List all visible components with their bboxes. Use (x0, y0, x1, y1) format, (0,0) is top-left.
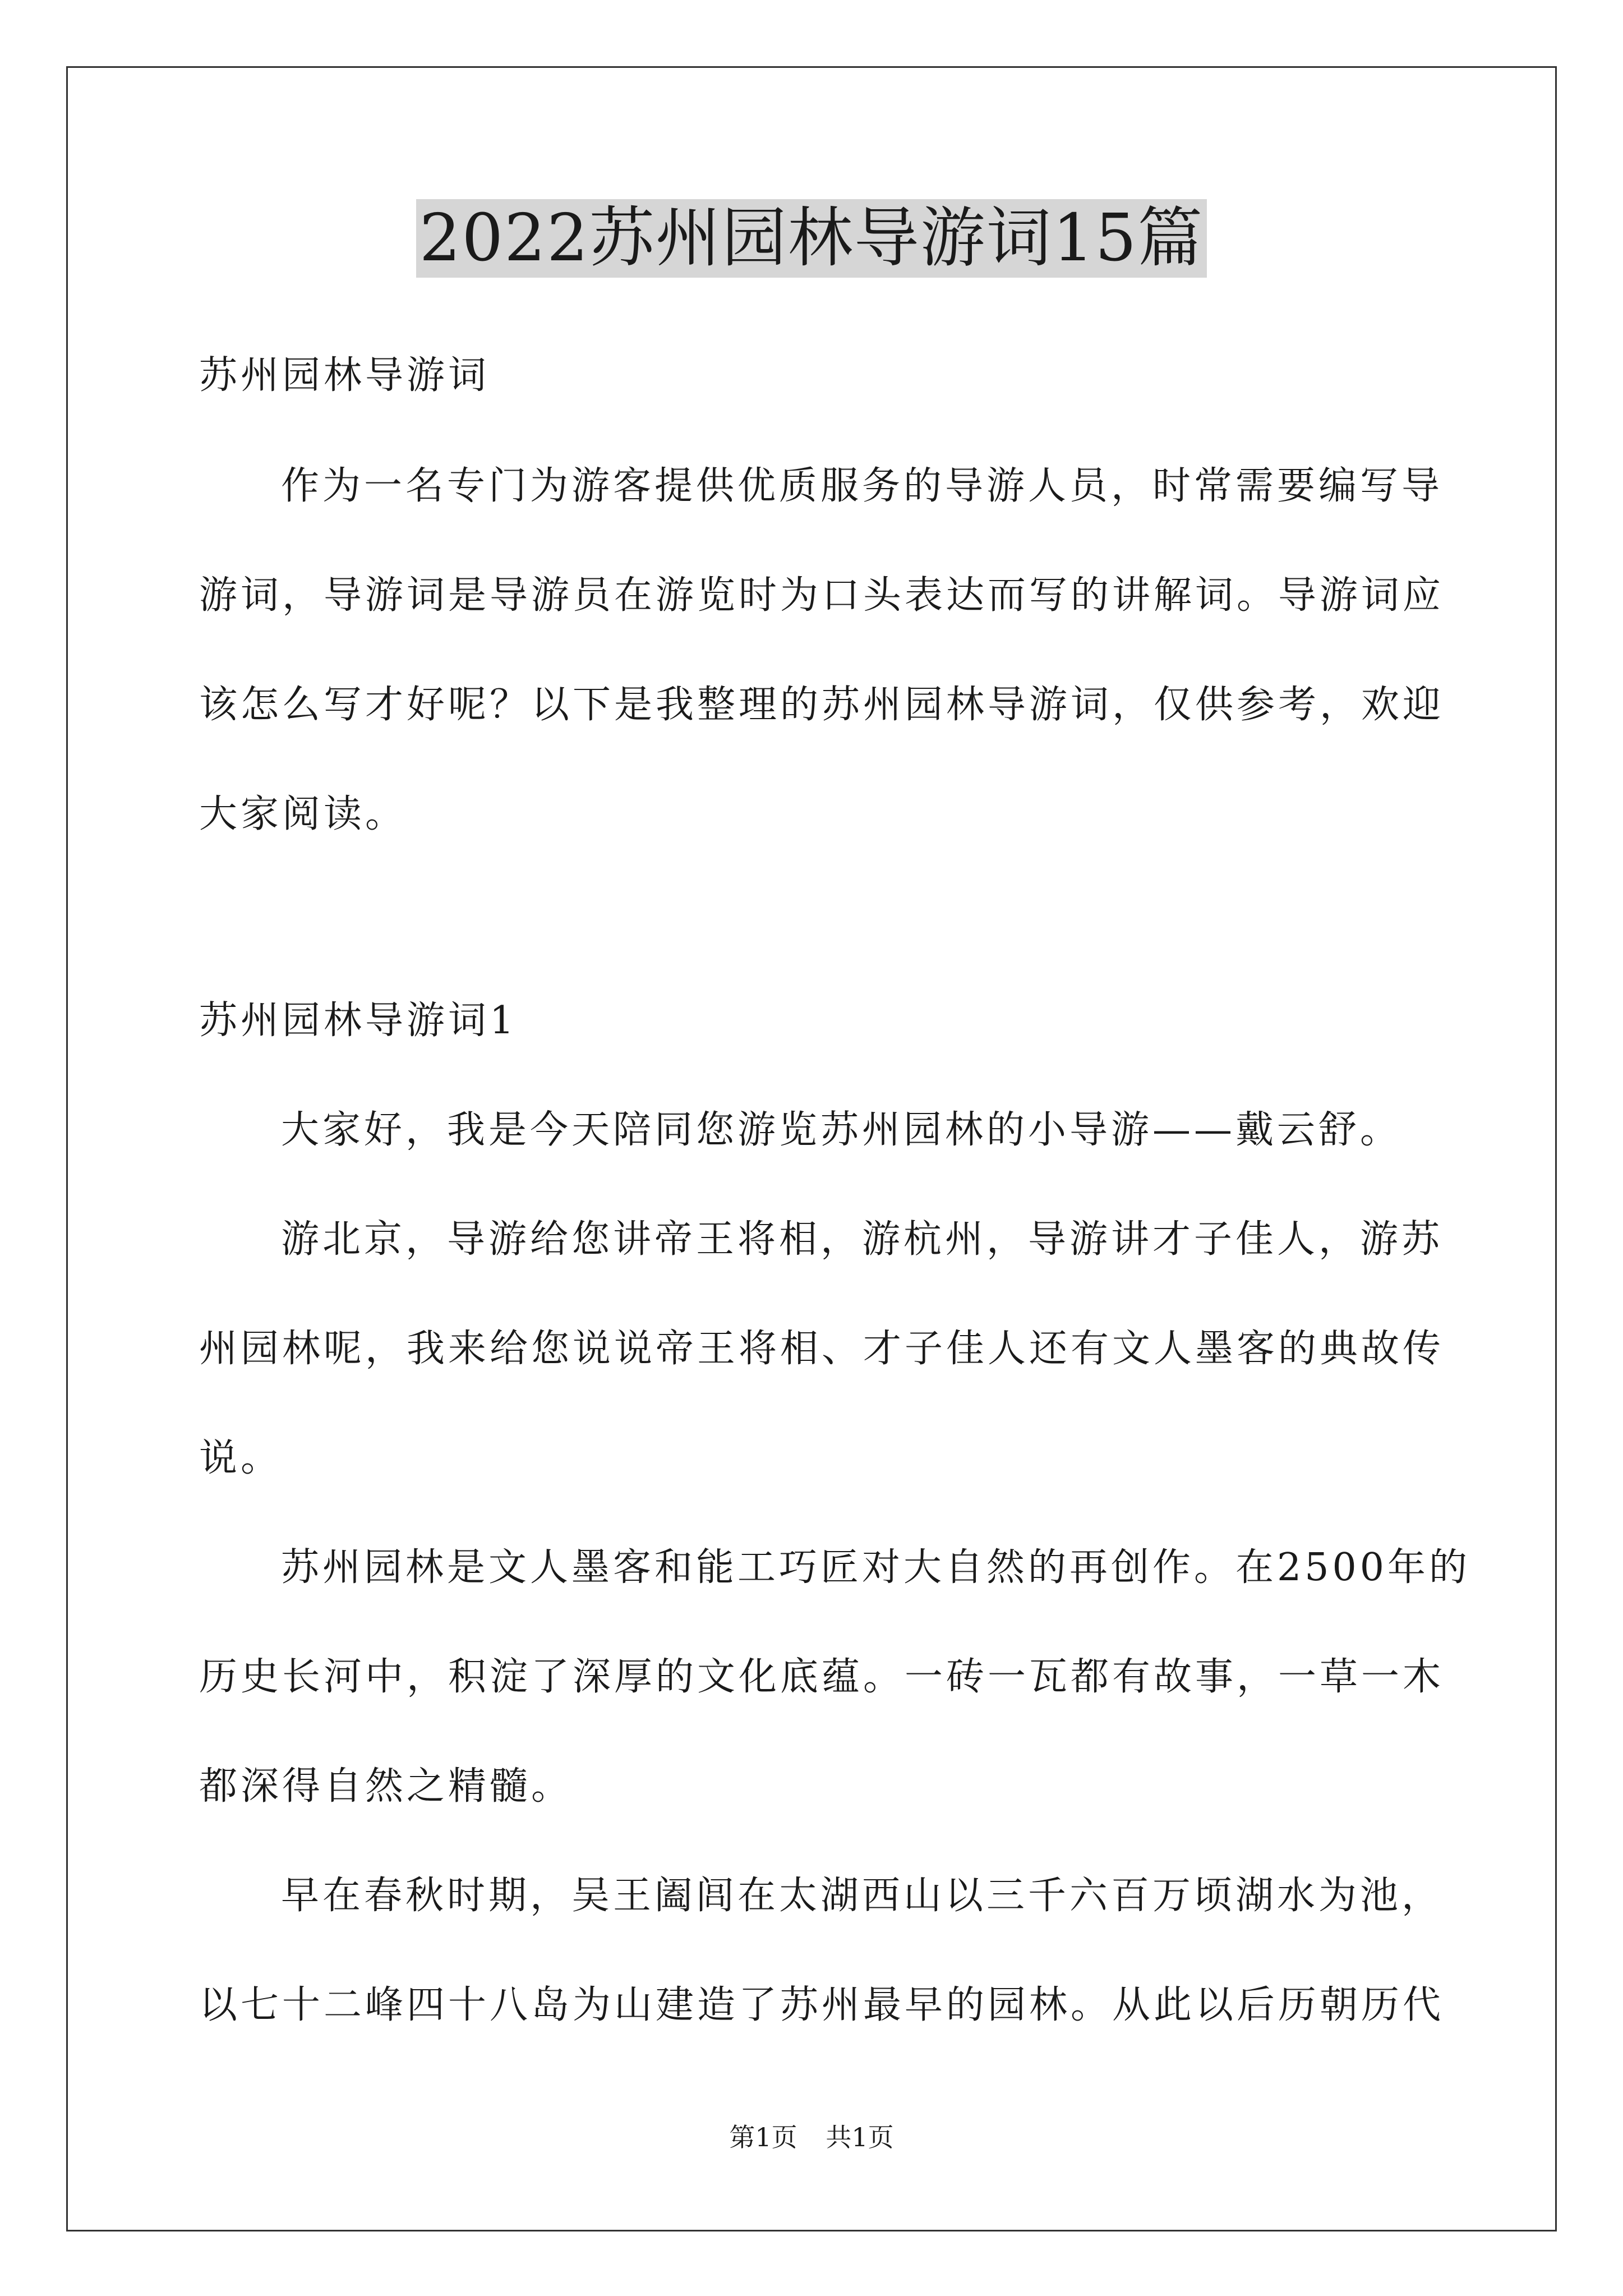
paragraph-line: 大家好，我是今天陪同您游览苏州园林的小导游——戴云舒。 (281, 1108, 1402, 1152)
paragraph-line: 游词，导游词是导游员在游览时为口头表达而写的讲解词。导游词应 (199, 573, 1445, 618)
paragraph-line: 作为一名专门为游客提供优质服务的导游人员，时常需要编写导 (281, 464, 1444, 508)
section-heading: 苏州园林导游词1 (199, 999, 518, 1043)
paragraph-line: 游北京，导游给您讲帝王将相，游杭州，导游讲才子佳人，游苏 (281, 1217, 1444, 1262)
paragraph-line: 苏州园林是文人墨客和能工巧匠对大自然的再创作。在2500年的 (281, 1545, 1471, 1590)
section-heading: 苏州园林导游词 (199, 353, 490, 398)
document-title: 2022苏州园林导游词15篇 (416, 199, 1207, 278)
title-container (0, 199, 1623, 278)
paragraph-line: 该怎么写才好呢？以下是我整理的苏州园林导游词，仅供参考，欢迎 (199, 683, 1445, 727)
paragraph-line: 州园林呢，我来给您说说帝王将相、才子佳人还有文人墨客的典故传 (199, 1327, 1445, 1371)
paragraph-line: 大家阅读。 (199, 792, 407, 836)
page-footer (0, 2122, 1623, 2153)
paragraph-line: 以七十二峰四十八岛为山建造了苏州最早的园林。从此以后历朝历代 (199, 1983, 1445, 2027)
paragraph-line: 说。 (199, 1436, 283, 1480)
page-total: 共1页 (826, 2122, 894, 2152)
page-number: 第1页 (729, 2122, 797, 2152)
paragraph-line: 早在春秋时期，吴王阖闾在太湖西山以三千六百万顷湖水为池， (281, 1874, 1444, 1918)
paragraph-line: 历史长河中，积淀了深厚的文化底蕴。一砖一瓦都有故事，一草一木 (199, 1655, 1445, 1699)
paragraph-line: 都深得自然之精髓。 (199, 1764, 573, 1809)
